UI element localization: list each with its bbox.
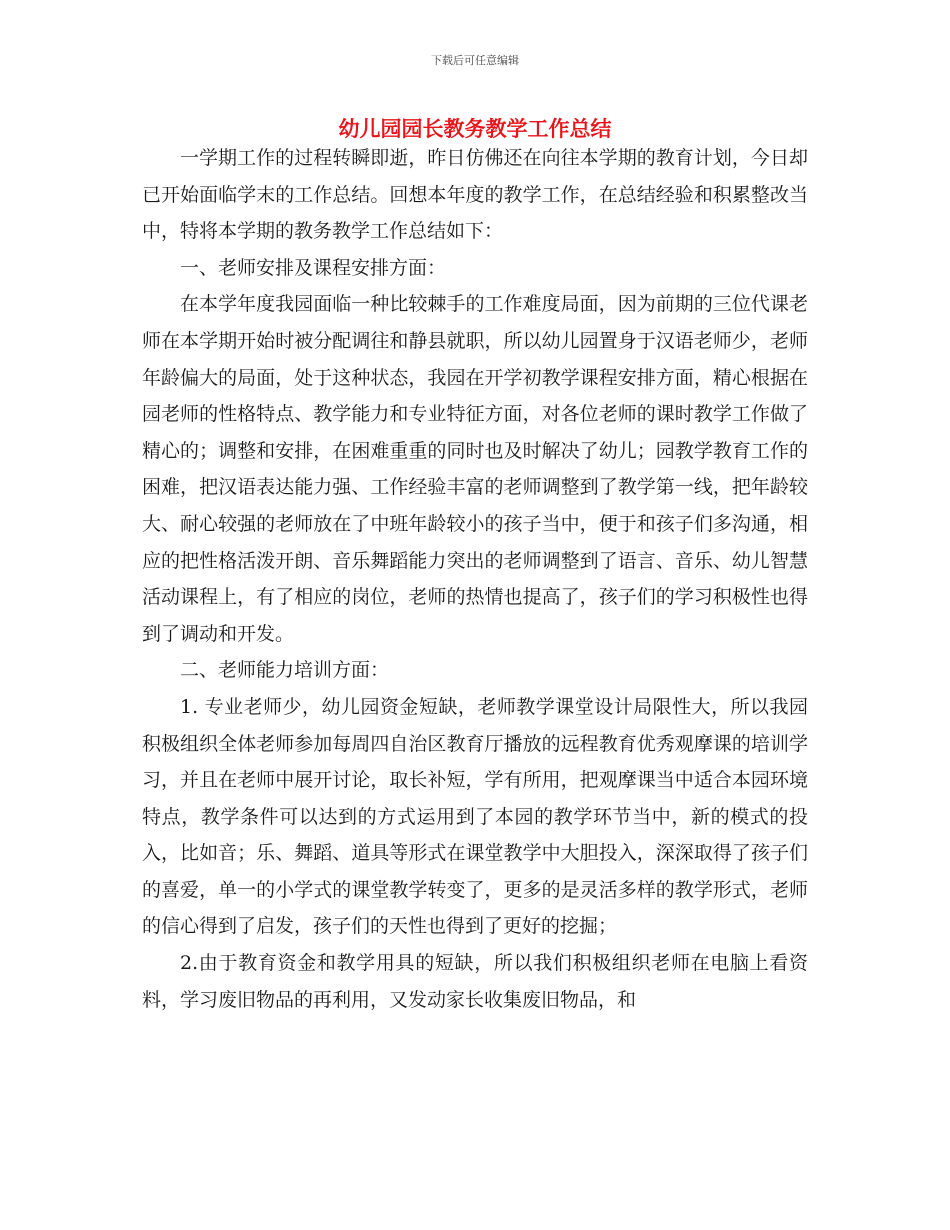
section-heading-2: 二、老师能力培训方面： <box>180 659 390 682</box>
paragraph-item-1: 1. 专业老师少，幼儿园资金短缺，老师教学课堂设计局限性大，所以我园积极组织全体老师参加每周四自治区教育厅播放的远程教育优秀观摩课的培训学习，并且在老师中展开讨论，取长补短，学有所用，把观摩课当中适合本园环境特点，教学条件可以达到的方式运用到了本园的教学环节当中，新的模式的投入，比如音；乐、舞蹈、道具等形式在课堂教学中大胆投入，深深取得了孩子们的喜爱，单一的小学式的课堂教学转变了，更多的是灵活多样的教学形式，老师的信心得到了启发，孩子们的天性也得到了更好的挖掘； <box>142 695 808 938</box>
paragraph-intro: 一学期工作的过程转瞬即逝，昨日仿佛还在向往本学期的教育计划，今日却已开始面临学末的工作总结。回想本年度的教学工作，在总结经验和积累整改当中，特将本学期的教务教学工作总结如下： <box>142 147 808 243</box>
paragraph-item-2: 2.由于教育资金和教学用具的短缺，所以我们积极组织老师在电脑上看资料，学习废旧物品的再利用，又发动家长收集废旧物品，和 <box>142 952 808 1011</box>
header-note: 下载后可任意编辑 <box>431 54 519 67</box>
paragraph-section-1: 在本学年度我园面临一种比较棘手的工作难度局面，因为前期的三位代课老师在本学期开始时被分配调往和静县就职，所以幼儿园置身于汉语老师少，老师年龄偏大的局面，处于这种状态，我园在开学初教学课程安排方面，精心根据在园老师的性格特点、教学能力和专业特征方面，对各位老师的课时教学工作做了精心的；调整和安排，在困难重重的同时也及时解决了幼儿；园教学教育工作的困难，把汉语表达能力强、工作经验丰富的老师调整到了教学第一线，把年龄较大、耐心较强的老师放在了中班年龄较小的孩子当中，便于和孩子们多沟通，相应的把性格活泼开朗、音乐舞蹈能力突出的老师调整到了语言、音乐、幼儿智慧活动课程上，有了相应的岗位，老师的热情也提高了，孩子们的学习积极性也得到了调动和开发。 <box>142 293 808 645</box>
document-title: 幼儿园园长教务教学工作总结 <box>338 116 612 141</box>
section-heading-1: 一、老师安排及课程安排方面： <box>180 256 447 279</box>
document-body <box>142 140 808 1018</box>
